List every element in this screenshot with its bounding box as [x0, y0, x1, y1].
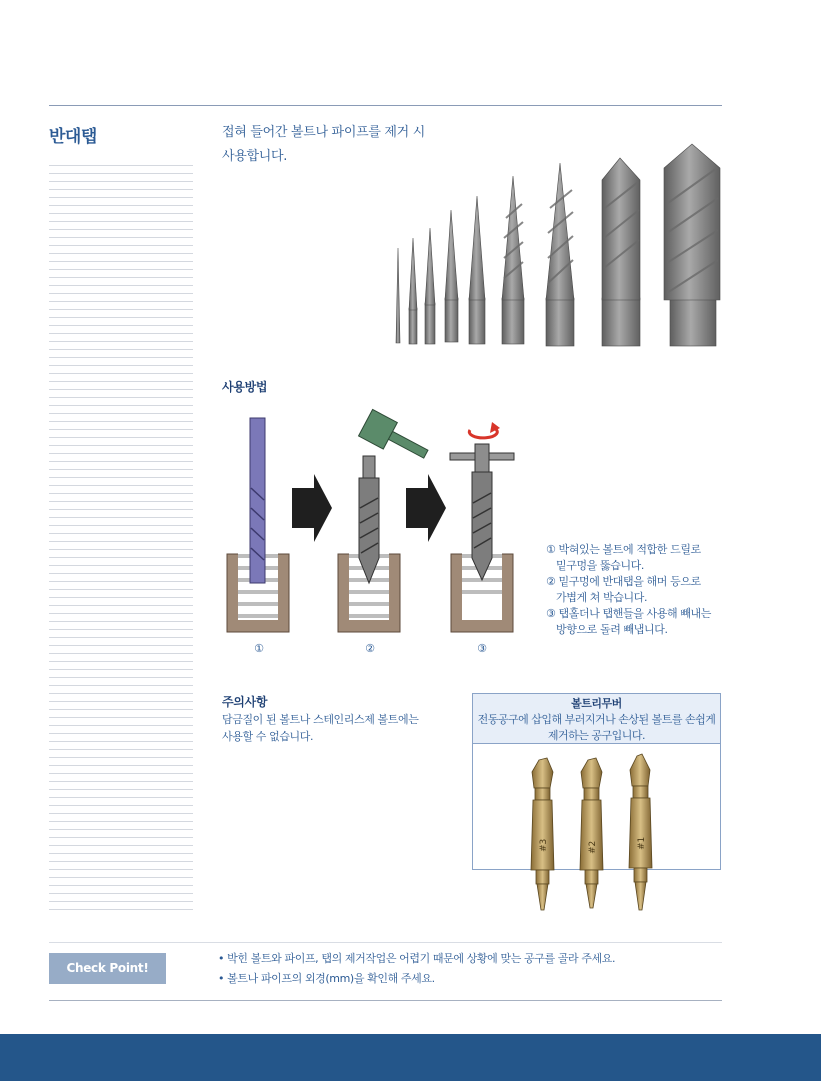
check-divider-top [49, 942, 722, 943]
usage-heading: 사용방법 [222, 380, 268, 394]
bolt-remover-desc-2: 제거하는 공구입니다. [547, 729, 646, 742]
step-text-1a: ① 박혀있는 볼트에 적합한 드릴로 [546, 543, 701, 556]
check-note-2: • 볼트나 파이프의 외경(mm)을 확인해 주세요. [218, 972, 435, 985]
step-text-2a: ② 밑구멍에 반대탭을 해머 등으로 [546, 575, 701, 588]
caution-heading: 주의사항 [222, 695, 268, 709]
caution-line-2: 사용할 수 없습니다. [222, 730, 314, 743]
bolt-remover-header [473, 694, 720, 744]
footer-band [0, 1034, 821, 1081]
bit-label-2: #2 [588, 840, 598, 854]
check-point-badge: Check Point! [49, 953, 166, 984]
extractor-set-photo [380, 138, 725, 350]
check-note-1: • 박힌 볼트와 파이프, 탭의 제거작업은 어렵기 때문에 상황에 맞는 공구를 골라 주세요. [218, 952, 616, 965]
bit-label-3: #3 [539, 838, 549, 852]
step-text-3a: ③ 탭홀더나 탭핸들을 사용해 빼내는 [546, 607, 712, 620]
step-label-3: ③ [477, 642, 487, 655]
bolt-remover-bits-photo [520, 750, 670, 915]
bit-label-1: #1 [637, 836, 647, 850]
caution-text [222, 711, 418, 745]
bolt-remover-title: 볼트리무버 [571, 697, 622, 710]
step-text-1b: 밑구멍을 뚫습니다. [556, 559, 645, 572]
usage-steps [546, 542, 711, 638]
check-notes [218, 949, 615, 989]
step-label-2: ② [365, 642, 375, 655]
caution-line-1: 담금질이 된 볼트나 스테인리스제 볼트에는 [222, 713, 419, 726]
bolt-remover-desc-1: 전동공구에 삽입해 부러지거나 손상된 볼트를 손쉽게 [477, 713, 716, 726]
check-divider-bottom [49, 1000, 722, 1001]
usage-diagram [220, 408, 520, 658]
step-text-2b: 가볍게 쳐 박습니다. [556, 591, 648, 604]
sidebar-ruled-lines [49, 165, 193, 913]
step-label-1: ① [254, 642, 264, 655]
intro-line-1: 접혀 들어간 볼트나 파이프를 제거 시 [222, 125, 426, 140]
section-title: 반대탭 [49, 127, 97, 147]
step-text-3b: 방향으로 돌려 빼냅니다. [556, 623, 668, 636]
intro-line-2: 사용합니다. [222, 149, 288, 164]
top-divider [49, 105, 722, 106]
